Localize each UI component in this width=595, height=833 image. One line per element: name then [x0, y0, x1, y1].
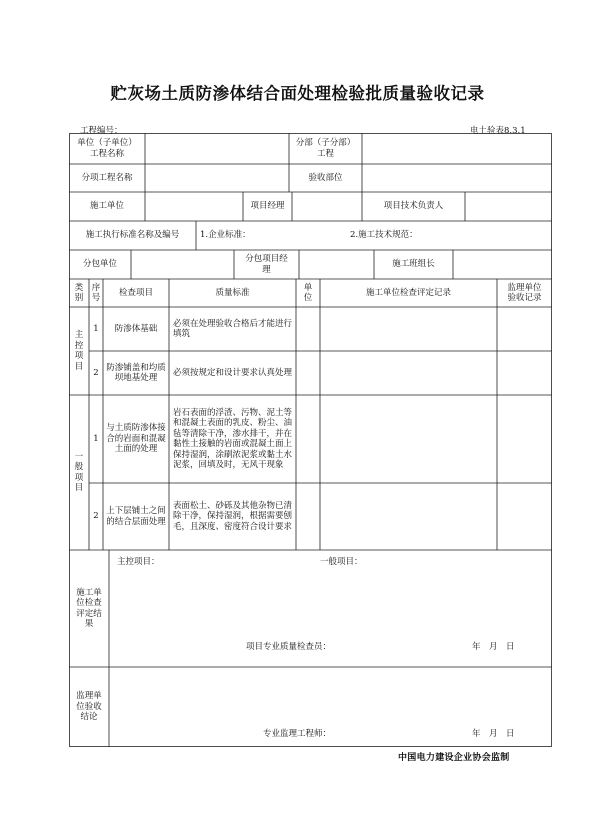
row-construction-record-field[interactable]	[320, 307, 497, 351]
row-supervision-record-field[interactable]	[497, 351, 552, 395]
row-seq: 1	[93, 323, 99, 334]
row-standard: 必须按规定和设计要求认真处理	[173, 367, 293, 378]
project-number-label: 工程编号：	[80, 126, 123, 136]
row-seq: 2	[93, 511, 99, 522]
acceptance-part-label: 验收部位	[308, 172, 343, 183]
row-supervision-record-field[interactable]	[497, 307, 552, 351]
row-item: 与土质防渗体接合的岩面和混凝土面的处理	[106, 423, 166, 455]
row-seq: 2	[93, 367, 99, 378]
sub-project-name-label: 分项工程名称	[81, 172, 133, 183]
row-seq: 1	[93, 433, 99, 444]
team-leader-label: 施工班组长	[392, 259, 435, 270]
division-project-label: 分部（子分部） 工程	[295, 138, 356, 159]
construction-unit-field[interactable]	[145, 192, 243, 221]
tech-spec-field[interactable]: 2.施工技术规范：	[350, 230, 418, 241]
row-unit-field[interactable]	[296, 483, 320, 550]
subcontractor-field[interactable]	[131, 250, 234, 279]
supervision-eval-field[interactable]	[109, 667, 552, 747]
tech-lead-label: 项目技术负责人	[383, 201, 444, 212]
form-code: 电土验表8.3.1	[470, 126, 526, 136]
sub-project-manager-label: 分包项目经 理	[245, 254, 288, 275]
row-item: 防渗体基础	[114, 323, 158, 334]
row-item: 上下层铺土之间的结合层面处理	[106, 506, 166, 527]
acceptance-part-field[interactable]	[362, 164, 552, 192]
main-control-result-label: 主控项目：	[117, 557, 160, 567]
sub-project-manager-field[interactable]	[299, 250, 374, 279]
unit-project-name-field[interactable]	[145, 133, 289, 164]
supervision-eval-date: 年 月 日	[472, 729, 515, 739]
project-manager-label: 项目经理	[250, 201, 285, 212]
group-general	[69, 395, 89, 550]
row-supervision-record-field[interactable]	[497, 395, 552, 483]
project-manager-field[interactable]	[292, 192, 362, 221]
group-main-control	[69, 307, 89, 395]
col-supervision-record: 监理单位 验收记录	[507, 282, 542, 303]
row-item: 防渗铺盖和均质坝地基处理	[106, 362, 166, 383]
col-seq: 序 号	[91, 282, 101, 303]
unit-project-name-label: 单位（子单位） 工程名称	[77, 138, 137, 159]
general-result-label: 一般项目：	[320, 557, 363, 567]
team-leader-field[interactable]	[453, 250, 552, 279]
row-unit-field[interactable]	[296, 351, 320, 395]
col-category: 类 别	[74, 282, 84, 303]
col-standard: 质量标准	[215, 287, 250, 298]
division-project-field[interactable]	[362, 133, 552, 164]
issuer-footer: 中国电力建设企业协会监制	[398, 753, 510, 763]
construction-eval-field[interactable]	[109, 550, 552, 667]
row-standard: 必须在处理验收合格后才能进行填筑	[173, 318, 293, 339]
supervision-eval-label: 监理单 位验收 结论	[76, 691, 102, 723]
tech-lead-field[interactable]	[465, 192, 552, 221]
col-item: 检查项目	[118, 287, 153, 298]
construction-unit-label: 施工单位	[89, 201, 124, 212]
row-construction-record-field[interactable]	[320, 351, 497, 395]
row-construction-record-field[interactable]	[320, 395, 497, 483]
subcontractor-label: 分包单位	[82, 259, 117, 270]
row-unit-field[interactable]	[296, 307, 320, 351]
supervising-engineer-label: 专业监理工程师：	[263, 729, 332, 739]
construction-eval-date: 年 月 日	[472, 642, 515, 652]
standard-name-label: 施工执行标准名称及编号	[85, 230, 180, 241]
row-construction-record-field[interactable]	[320, 483, 497, 550]
page-title: 贮灰场土质防渗体结合面处理检验批质量验收记录	[110, 84, 485, 103]
sub-project-name-field[interactable]	[145, 164, 289, 192]
col-construction-record: 施工单位检查评定记录	[365, 287, 451, 298]
row-standard: 岩石表面的浮渣、污物、泥土等和混凝土表面的乳皮、粉尘、油毡等清除干净，渗水排干，并在黏性土接触的岩面或混凝土面上保持湿润，涂刷浓泥浆或黏土水泥浆，回填及时，无风干现象	[173, 407, 293, 470]
row-standard: 表面松土、砂砾及其他杂物已清除干净，保持湿润，根据需要刨毛，且深度、密度符合设计要求	[173, 500, 293, 532]
row-unit-field[interactable]	[296, 395, 320, 483]
col-unit: 单 位	[303, 282, 313, 303]
inspection-record-table	[69, 133, 552, 747]
quality-inspector-label: 项目专业质量检查员：	[246, 642, 332, 652]
group-main-control-label: 主控项目	[74, 330, 84, 372]
row-supervision-record-field[interactable]	[497, 483, 552, 550]
enterprise-standard-field[interactable]: 1.企业标准：	[200, 230, 251, 241]
construction-eval-label: 施工单 位检查 评定结 果	[76, 587, 102, 629]
group-general-label: 一般项目	[74, 451, 84, 493]
